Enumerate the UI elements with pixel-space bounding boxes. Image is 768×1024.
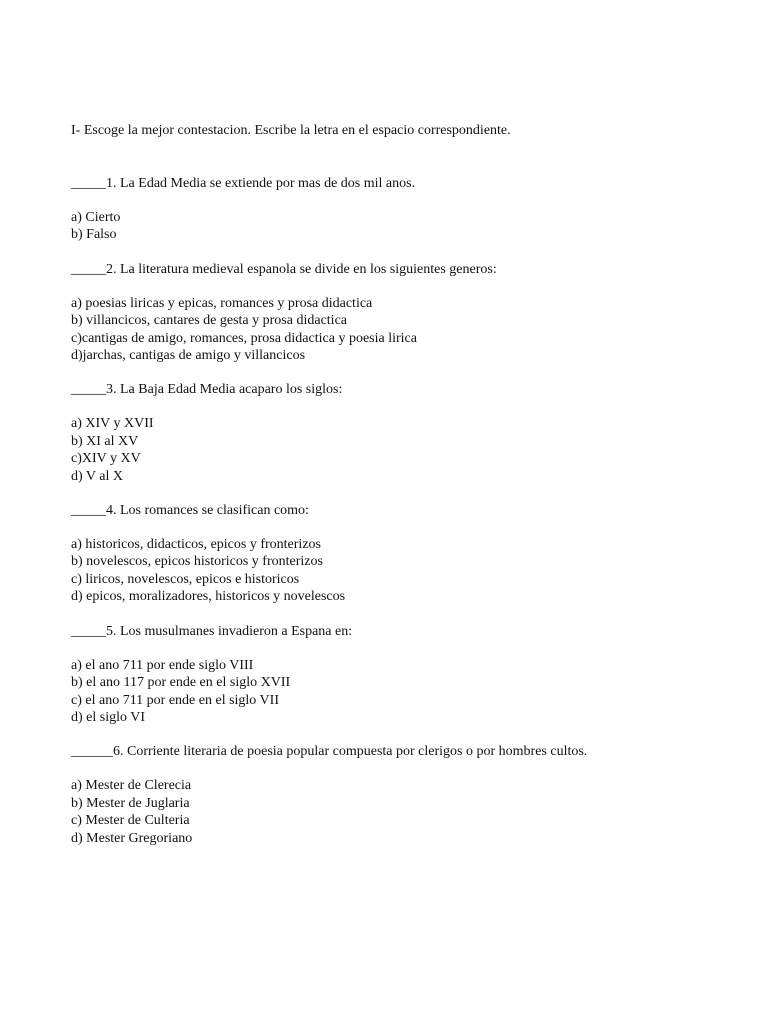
- answer-option: c) el ano 711 por ende en el siglo VII: [71, 692, 279, 708]
- answer-options: [71, 295, 751, 365]
- answer-option: b) XI al XV: [71, 433, 139, 449]
- answer-option: c) Mester de Culteria: [71, 813, 190, 829]
- worksheet-page: [71, 122, 751, 864]
- question-stem: ______6. Corriente literaria de poesia popular compuesta por clerigos o por hombres cultos.: [71, 744, 588, 760]
- question-stem: _____1. La Edad Media se extiende por mas de dos mil anos.: [71, 176, 416, 191]
- answer-option: b) Falso: [71, 227, 117, 243]
- question-stem: _____3. La Baja Edad Media acaparo los siglos:: [71, 382, 343, 398]
- instruction-text: I- Escoge la mejor contestacion. Escribe la letra en el espacio correspondiente.: [71, 123, 511, 138]
- answer-option: a) el ano 711 por ende siglo VIII: [71, 657, 254, 673]
- answer-option: d)jarchas, cantigas de amigo y villancicos: [71, 348, 306, 364]
- question-2: [71, 261, 751, 365]
- answer-option: b) novelescos, epicos historicos y fronterizos: [71, 554, 323, 570]
- answer-options: [71, 209, 751, 244]
- question-6: [71, 743, 751, 847]
- answer-options: [71, 415, 751, 485]
- question-stem: _____5. Los musulmanes invadieron a Espana en:: [71, 623, 353, 639]
- answer-option: a) XIV y XVII: [71, 416, 154, 432]
- question-stem: _____2. La literatura medieval espanola se divide en los siguientes generos:: [71, 261, 497, 277]
- question-5: [71, 623, 751, 727]
- answer-options: [71, 657, 751, 727]
- answer-option: c) liricos, novelescos, epicos e historicos: [71, 571, 300, 587]
- answer-option: a) Cierto: [71, 210, 121, 225]
- answer-options: [71, 536, 751, 606]
- answer-option: d) V al X: [71, 468, 123, 484]
- question-4: [71, 502, 751, 606]
- answer-option: a) Mester de Clerecia: [71, 778, 192, 794]
- answer-option: c)XIV y XV: [71, 451, 141, 467]
- answer-option: b) el ano 117 por ende en el siglo XVII: [71, 675, 291, 691]
- answer-option: a) poesias liricas y epicas, romances y prosa didactica: [71, 295, 373, 311]
- answer-option: a) historicos, didacticos, epicos y fronterizos: [71, 537, 321, 553]
- answer-option: d) epicos, moralizadores, historicos y novelescos: [71, 589, 346, 605]
- question-3: [71, 381, 751, 485]
- answer-option: b) villancicos, cantares de gesta y prosa didactica: [71, 313, 347, 329]
- answer-options: [71, 777, 751, 847]
- question-1: [71, 175, 751, 244]
- question-stem: _____4. Los romances se clasifican como:: [71, 503, 309, 519]
- answer-option: c)cantigas de amigo, romances, prosa didactica y poesia lirica: [71, 330, 417, 346]
- answer-option: d) Mester Gregoriano: [71, 830, 193, 846]
- answer-option: d) el siglo VI: [71, 709, 146, 725]
- answer-option: b) Mester de Juglaria: [71, 795, 190, 811]
